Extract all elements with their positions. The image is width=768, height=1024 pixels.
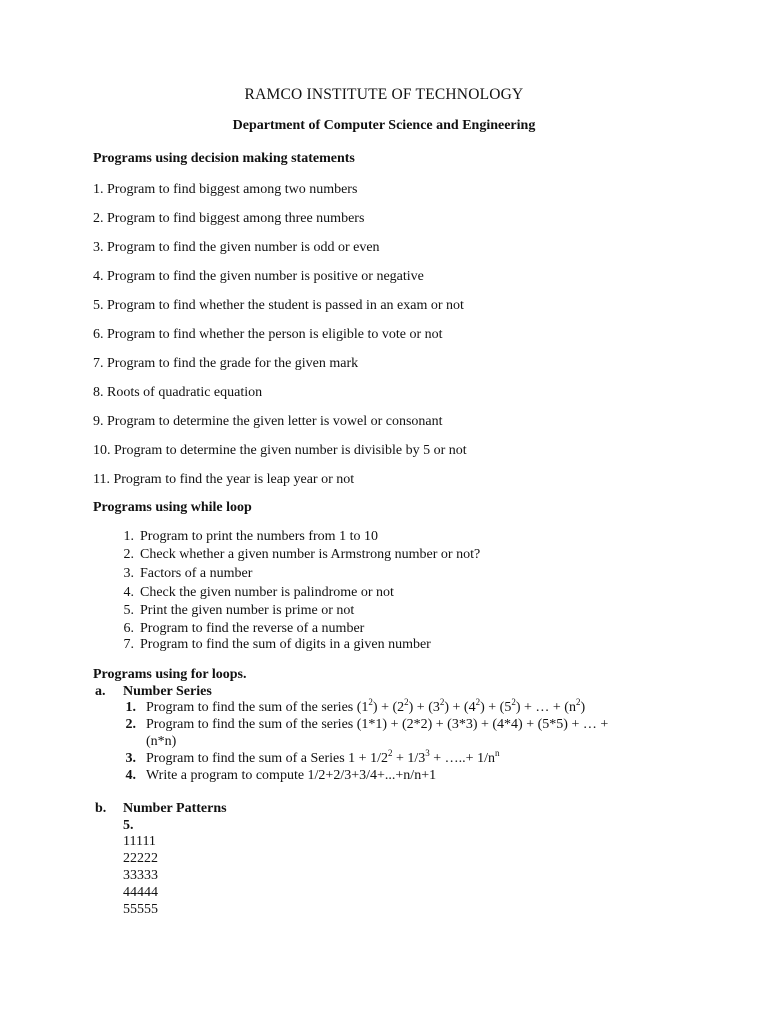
list-item: Program to find the sum of a Series $1 + 1/2^2 + 1/3^3$ + …..+ $1/n^n$: [146, 748, 500, 766]
list-item: Check the given number is palindrome or not: [140, 585, 394, 600]
list-item: 4. Program to find the given number is positive or negative: [93, 269, 424, 284]
sublist-title: Number Series: [123, 684, 212, 699]
list-item: Print the given number is prime or not: [140, 603, 355, 618]
list-number: 4.: [125, 768, 136, 783]
list-item-continuation: (n*n): [146, 734, 177, 749]
list-item: Program to print the numbers from 1 to 10: [140, 529, 378, 544]
list-number: 2.: [123, 547, 134, 562]
list-number: 1.: [123, 529, 134, 544]
list-item: 10. Program to determine the given number is divisible by 5 or not: [93, 443, 467, 458]
list-item: 1. Program to find biggest among two numbers: [93, 182, 358, 197]
section-heading-for: Programs using for loops.: [93, 667, 247, 682]
list-number: 3.: [125, 751, 136, 766]
list-item: Check whether a given number is Armstrong number or not?: [140, 547, 481, 562]
list-item: Program to find the reverse of a number: [140, 621, 365, 636]
list-item: Program to find the sum of the series $(1^2) + (2^2) + (3^2) + (4^2) + (5^2)$ + … + $(n^2)$: [146, 697, 586, 715]
pattern-line: 55555: [123, 902, 158, 917]
list-item: Factors of a number: [140, 566, 253, 581]
list-item: 3. Program to find the given number is odd or even: [93, 240, 380, 255]
sublist-letter: a.: [95, 684, 106, 699]
section-heading-while: Programs using while loop: [93, 500, 252, 515]
list-item: 9. Program to determine the given letter is vowel or consonant: [93, 414, 443, 429]
list-number: 2.: [125, 717, 136, 732]
section-heading-decision: Programs using decision making statements: [93, 151, 355, 166]
list-item: 5. Program to find whether the student is passed in an exam or not: [93, 298, 464, 313]
list-number: 5.: [123, 603, 134, 618]
list-item: 11. Program to find the year is leap year or not: [93, 472, 355, 487]
list-item: 8. Roots of quadratic equation: [93, 385, 263, 400]
list-item: Write a program to compute 1/2+2/3+3/4+...+n/n+1: [146, 768, 437, 783]
list-number: 3.: [123, 566, 134, 581]
list-number: 4.: [123, 585, 134, 600]
list-number: 1.: [125, 700, 136, 715]
pattern-line: 11111: [123, 834, 156, 849]
pattern-number: 5.: [123, 818, 134, 833]
list-number: 6.: [123, 621, 134, 636]
list-item: 7. Program to find the grade for the given mark: [93, 356, 359, 371]
list-item: Program to find the sum of the series (1*1) + (2*2) + (3*3) + (4*4) + (5*5) + … +: [146, 717, 609, 732]
sublist-letter: b.: [95, 801, 107, 816]
pattern-line: 44444: [123, 885, 158, 900]
institution-title: RAMCO INSTITUTE OF TECHNOLOGY: [244, 86, 524, 103]
pattern-line: 22222: [123, 851, 158, 866]
department-title: Department of Computer Science and Engineering: [232, 118, 536, 133]
list-number: 7.: [123, 637, 134, 652]
pattern-line: 33333: [123, 868, 158, 883]
list-item: 2. Program to find biggest among three numbers: [93, 211, 365, 226]
sublist-title: Number Patterns: [123, 801, 227, 816]
list-item: Program to find the sum of digits in a given number: [140, 637, 431, 652]
list-item: 6. Program to find whether the person is eligible to vote or not: [93, 327, 443, 342]
